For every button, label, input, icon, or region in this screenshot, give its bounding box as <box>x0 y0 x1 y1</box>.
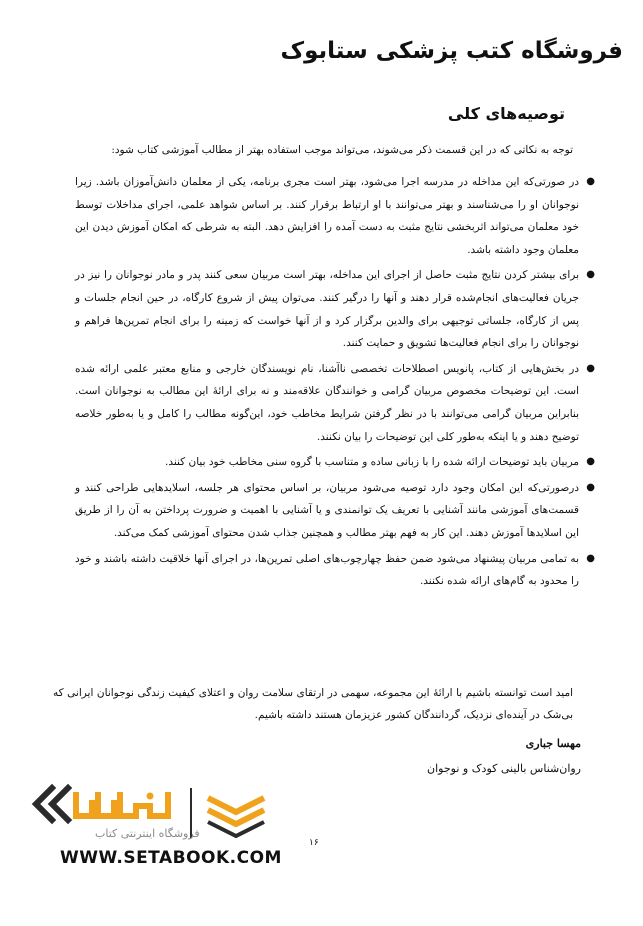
page-number: ۱۶ <box>309 838 319 848</box>
bullet-icon: ● <box>586 269 595 281</box>
chevron-left-icon <box>52 788 68 820</box>
list-item <box>75 548 595 593</box>
list-item-text: درصورتی‌که این امکان وجود دارد توصیه می‌شود مربیان، بر اساس محتوای هر جلسه، اسلایدهایی طراحی کنند و قسمت‌های آموزشی مانند آشنایی با تعریف یک توانمندی و یا آشنایی با اهمیت و ضرورت پرداختن به آن را از طریق این اسلایدها آموزش دهند. این کار به فهم بهتر مطالب و همچنین جذاب شدن محتوای آموزشی کمک می‌کند. <box>75 481 579 539</box>
bullet-icon: ● <box>586 176 595 187</box>
intro-paragraph: توجه به نکاتی که در این قسمت ذکر می‌شوند، می‌تواند موجب استفاده بهتر از مطالب آموزشی کتاب شود: <box>111 144 573 156</box>
bullet-icon: ● <box>586 481 595 493</box>
list-item <box>75 264 595 354</box>
bullet-icon: ● <box>586 362 595 374</box>
author-title: روان‌شناس بالینی کودک و نوجوان <box>427 762 581 775</box>
logo-script <box>76 792 168 816</box>
recommendation-list <box>75 171 595 596</box>
list-item-text: برای بیشتر کردن نتایج مثبت حاصل از اجرای این مداخله، بهتر است مربیان سعی کنند پدر و مادر نوجوانان را نیز در جریان فعالیت‌های انجام‌شده قرار دهند و آنها را درگیر کنند. می‌توان پیش از شروع کارگاه، در حین انجام جلسات و پس از کارگاه، جلساتی توجیهی برای والدین برگزار کرد و از آنها خواست که زمینه را برای انجام تمرین‌ها فراهم و نوجوانان را برای انجام فعالیت‌ها تشویق و حمایت کنند. <box>75 269 579 350</box>
bullet-icon: ● <box>586 552 595 564</box>
list-item <box>75 358 595 448</box>
book-icon <box>208 798 264 836</box>
logo-subtitle: فروشگاه اینترنتی کتاب <box>95 827 200 840</box>
list-item-text: در بخش‌هایی از کتاب، پانویس اصطلاحات تخصصی ناآشنا، نام نویسندگان خارجی و منابع معتبر علمی ارائه شده است. این توضیحات مخصوص مربیان گرامی و خوانندگان علاقه‌مند و نه برای ارائهٔ این مطالب به نوجوانان است. بنابراین مربیان گرامی می‌توانند با در نظر گرفتن شرایط مخاطب خود، این‌گونه مطالب را کامل و یا به‌طور خلاصه توضیح دهند و یا اینکه به‌طور کلی این توضیحات را بیان نکنند. <box>75 362 579 443</box>
list-item <box>75 477 595 545</box>
site-url: WWW.SETABOOK.COM <box>60 848 282 868</box>
list-item-text: در صورتی‌که این مداخله در مدرسه اجرا می‌شود، بهتر است مجری برنامه، یکی از معلمان دانش‌آموزان باشد. زیرا نوجوانان او را می‌شناسند و بهتر می‌توانند با او ارتباط برقرار کنند. بر اساس شواهد علمی، اجرای مداخلات توسط خود معلمان می‌تواند اثربخشی نتایج مثبت به دست آمده را افزایش دهد. البته به شرطی که امکان آموزش دیدن این معلمان وجود داشته باشد. <box>75 176 579 256</box>
closing-paragraph: امید است توانسته باشیم با ارائهٔ این مجموعه، سهمی در ارتقای سلامت روان و اعتلای کیفیت زندگی نوجوانان ایرانی که بی‌شک در آینده‌ای نزدیک، گردانندگان کشور عزیزمان هستند داشته باشیم. <box>53 687 573 721</box>
page-header-title: فروشگاه کتب پزشکی ستابوک <box>280 38 623 64</box>
list-item-text: مربیان باید توضیحات ارائه شده را با زبانی ساده و متناسب با گروه سنی مخاطب خود بیان کنند. <box>164 456 579 469</box>
section-heading: توصیه‌های کلی <box>447 104 565 123</box>
list-item-text: به تمامی مربیان پیشنهاد می‌شود ضمن حفظ چهارچوب‌های اصلی تمرین‌ها، در اجرای آنها خلاقیت داشته باشند و خود را محدود به گام‌های ارائه شده نکنند. <box>75 552 579 588</box>
list-item <box>75 451 595 474</box>
list-item <box>75 171 595 261</box>
author-name: مهسا جباری <box>525 737 581 750</box>
bullet-icon: ● <box>586 456 595 468</box>
